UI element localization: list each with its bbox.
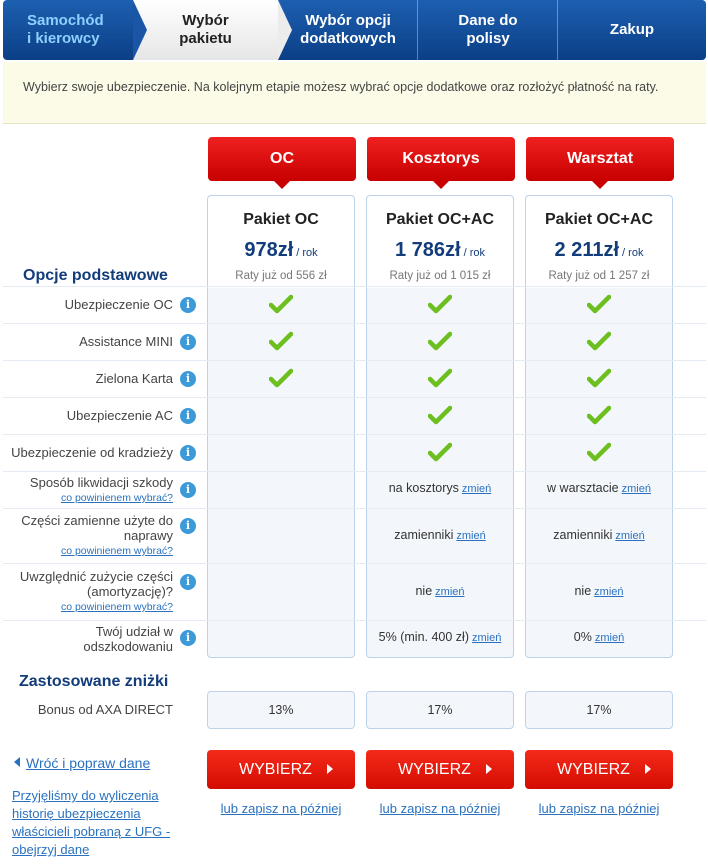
info-icon[interactable]: i (180, 445, 196, 461)
step-policy-data (418, 0, 558, 60)
checkmark-icon (587, 442, 611, 462)
info-icon[interactable]: i (180, 371, 196, 387)
step-label: dodatkowych (300, 30, 396, 47)
package-header (526, 196, 672, 288)
checkmark-icon (587, 405, 611, 425)
option-value-text: zamienniki (553, 528, 613, 542)
package-header (208, 196, 354, 288)
package-installments: Raty już od 556 zł (235, 270, 327, 282)
option-value-text: w warsztacie (547, 481, 619, 495)
checkmark-icon (587, 294, 611, 314)
row-label-text: Części zamienne użyte do (21, 513, 173, 528)
section-title-basic: Opcje podstawowe (23, 267, 168, 284)
row-label-claim-method (3, 475, 173, 506)
checkmark-icon (428, 294, 452, 314)
option-value (525, 584, 673, 598)
price-period: / rok (622, 247, 644, 259)
help-link[interactable]: co powinienem wybrać? (60, 545, 173, 557)
choose-kosztorys-button[interactable] (366, 750, 514, 789)
row-label-own-share (3, 624, 173, 654)
info-icon[interactable]: i (180, 334, 196, 350)
step-label: Dane do (458, 12, 518, 29)
row-divider (3, 620, 706, 621)
checkmark-icon (428, 442, 452, 462)
row-divider (3, 471, 706, 472)
step-label: Wybór (182, 12, 229, 29)
info-icon[interactable]: i (180, 482, 196, 498)
checkmark-icon (269, 331, 293, 351)
help-link[interactable]: co powinienem wybrać? (60, 492, 173, 504)
package-tab-oc[interactable] (208, 137, 356, 181)
row-divider (3, 286, 706, 287)
option-value-text: nie (415, 584, 433, 598)
row-label-text: Sposób likwidacji szkody (29, 475, 173, 490)
package-name: Pakiet OC+AC (544, 211, 654, 228)
row-label-text: (amortyzację)? (87, 584, 173, 599)
choose-warsztat-button[interactable] (525, 750, 673, 789)
row-label-assistance: Assistance MINI (79, 334, 173, 349)
checkmark-icon (428, 331, 452, 351)
ufg-history-link[interactable]: Przyjęliśmy do wyliczenia historię ubezpieczenia właścicieli pobraną z UFG - obejrzyj dane (12, 788, 171, 857)
step-label: polisy (466, 30, 510, 47)
package-installments: Raty już od 1 015 zł (389, 270, 491, 282)
price-period: / rok (463, 247, 485, 259)
package-header (367, 196, 513, 288)
info-icon[interactable]: i (180, 630, 196, 646)
row-label-ac: Ubezpieczenie AC (66, 408, 173, 423)
checkmark-icon (428, 368, 452, 388)
row-divider (3, 323, 706, 324)
option-value (366, 584, 514, 598)
discount-value: 13% (207, 691, 355, 729)
step-purchase (558, 0, 706, 60)
save-later-link[interactable]: lub zapisz na później (538, 801, 660, 816)
row-label-parts (3, 513, 173, 559)
change-link[interactable]: zmień (471, 632, 502, 644)
change-link[interactable]: zmień (435, 586, 465, 598)
checkmark-icon (587, 331, 611, 351)
checkmark-icon (428, 405, 452, 425)
option-value (366, 528, 514, 542)
change-link[interactable]: zmień (615, 530, 645, 542)
option-value-text: 0% (573, 630, 592, 644)
package-column-oc (207, 195, 355, 658)
button-label: WYBIERZ (239, 761, 312, 778)
info-icon[interactable]: i (180, 297, 196, 313)
row-label-text: Uwzględnić zużycie części (19, 569, 173, 584)
step-label: pakietu (179, 30, 232, 47)
package-tab-warsztat[interactable] (526, 137, 674, 181)
change-link[interactable]: zmień (594, 632, 625, 644)
step-car-driver[interactable] (3, 0, 133, 60)
info-icon[interactable]: i (180, 574, 196, 590)
checkmark-icon (269, 294, 293, 314)
row-label-green-card: Zielona Karta (95, 371, 173, 386)
info-icon[interactable]: i (180, 518, 196, 534)
button-label: WYBIERZ (398, 761, 471, 778)
option-value-text: na kosztorys (388, 481, 459, 495)
option-value-text: 5% (min. 400 zł) (378, 630, 469, 644)
back-link-label: Wróć i popraw dane (26, 755, 151, 771)
step-label: i kierowcy (27, 30, 100, 47)
save-later-link[interactable]: lub zapisz na później (220, 801, 342, 816)
option-value (525, 528, 673, 542)
row-label-text: Twój udział w (95, 624, 173, 639)
change-link[interactable]: zmień (461, 483, 492, 495)
row-divider (3, 360, 706, 361)
row-divider (3, 434, 706, 435)
change-link[interactable]: zmień (621, 483, 651, 495)
wizard-steps (3, 0, 706, 60)
row-divider (3, 508, 706, 509)
row-label-theft: Ubezpieczenie od kradzieży (11, 445, 173, 460)
checkmark-icon (587, 368, 611, 388)
package-tab-label: Warsztat (566, 150, 634, 167)
info-message (3, 62, 706, 124)
package-tab-label: OC (270, 150, 294, 167)
option-value (525, 630, 673, 644)
row-label-text: naprawy (123, 528, 173, 543)
change-link[interactable]: zmień (594, 586, 624, 598)
help-link[interactable]: co powinienem wybrać? (60, 601, 173, 613)
section-title-discounts: Zastosowane zniżki (19, 673, 169, 690)
price-period: / rok (296, 247, 318, 259)
package-price (208, 239, 354, 262)
step-label: Wybór opcji (305, 12, 391, 29)
arrow-right-icon (327, 764, 333, 774)
step-label: Samochód (27, 12, 104, 29)
checkmark-icon (269, 368, 293, 388)
package-tab-label: Kosztorys (402, 150, 480, 167)
arrow-left-icon (14, 757, 20, 767)
package-price (367, 239, 513, 262)
step-chevron (133, 0, 147, 60)
row-label-oc: Ubezpieczenie OC (64, 297, 173, 312)
option-value (366, 481, 514, 495)
row-label-bonus: Bonus od AXA DIRECT (37, 702, 173, 717)
package-name: Pakiet OC (243, 211, 319, 228)
row-label-text: odszkodowaniu (83, 639, 173, 654)
price-value: 1 786zł (394, 239, 461, 261)
package-installments: Raty już od 1 257 zł (548, 270, 650, 282)
step-package (133, 0, 278, 60)
row-divider (3, 397, 706, 398)
arrow-right-icon (486, 764, 492, 774)
step-options (278, 0, 418, 60)
package-price (526, 239, 672, 262)
option-value-text: zamienniki (394, 528, 454, 542)
step-chevron (278, 0, 292, 60)
change-link[interactable]: zmień (456, 530, 486, 542)
package-tab-kosztorys[interactable] (367, 137, 515, 181)
button-label: WYBIERZ (557, 761, 630, 778)
info-text: Wybierz swoje ubezpieczenie. Na kolejnym etapie możesz wybrać opcje dodatkowe oraz rozłożyć płatność na raty. (23, 80, 659, 94)
choose-oc-button[interactable] (207, 750, 355, 789)
row-label-depreciation (3, 569, 173, 615)
discount-value: 17% (525, 691, 673, 729)
info-icon[interactable]: i (180, 408, 196, 424)
price-value: 978zł (244, 239, 294, 261)
package-name: Pakiet OC+AC (385, 211, 495, 228)
price-value: 2 211zł (554, 239, 620, 261)
save-later-link[interactable]: lub zapisz na później (379, 801, 501, 816)
option-value-text: nie (574, 584, 592, 598)
option-value (525, 481, 673, 495)
option-value (366, 630, 514, 644)
back-link[interactable] (14, 755, 150, 771)
discount-value: 17% (366, 691, 514, 729)
row-divider (3, 563, 706, 564)
arrow-right-icon (645, 764, 651, 774)
step-label: Zakup (609, 21, 655, 38)
